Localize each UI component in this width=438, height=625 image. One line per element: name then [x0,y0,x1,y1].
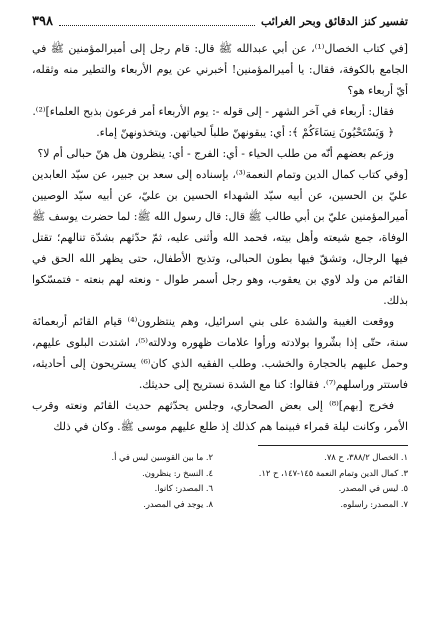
footnotes [32,450,408,512]
main-text [32,38,408,437]
page-number: ٣٩٨ [32,14,53,29]
paragraph: وزعم بعضهم أنّه من طلب الحياء - أي: الفرج - أي: ينظرون هل هنّ حبالى أم لا؟ [37,147,394,160]
paragraph: فقال: أربعاء في آخر الشهر - إلى قوله -: يوم الأربعاء أمر فرعون بذبح العلماء]⁽²⁾. [32,105,394,118]
footnote-separator [258,445,408,446]
page-header [32,14,408,30]
paragraph: [في كتاب الخصال⁽¹⁾، عن أبي عبدالله ﷺ قال: قام رجل إلى أميرالمؤمنين ﷺ في الجامع بالكوفة، فقال: يا أميرالمؤمنين! أخبرني عن يوم الأربعاء والتطير منه وثقله، أيّ أربعاء هو؟ [32,42,408,97]
footnote: ٦. المصدر: كانوا. [154,483,213,493]
footnote: ٣. كمال الدين وتمام النعمة ١٤٥-١٤٧، ح ١٢. [258,467,408,478]
footnote: ٢. ما بين القوسين ليس في أ. [111,452,213,462]
footnote: ٤. النسخ ر: ينظرون. [142,467,213,478]
footnote: ٧. المصدر: راسلوه. [340,498,408,509]
paragraph: فخرج [بهم]⁽⁸⁾ إلى بعض الصحاري، وجلس يحدّثهم حديث القائم ونعته وقرب الأمر، وكانت ليلة قمراء فبينما هم كذلك إذ طلع عليهم موسى ﷺ. وكان في ذلك [32,399,408,433]
paragraph: ووقعت الغيبة والشدة على بني اسرائيل، وهم ينتظرون⁽⁴⁾ قيام القائم أربعمائة سنة، حتّى إذا بشّروا بولادته ورأوا علامات ظهوره ودلالته⁽⁵⁾، اشتدت البلوى عليهم، وحمل عليهم بالحجارة والخشب. وطلب الفقيه الذي كان⁽⁶⁾ يستريحون إلى أحاديثه، فاستتر وراسلهم⁽⁷⁾. فقالوا: كنا مع الشدة نستريح إلى حديثك. [32,315,408,391]
footnote: ١. الخصال ٣٨٨/٢، ح ٧٨. [324,452,408,462]
footnote: ٨. يوجد في المصدر. [143,498,213,509]
header-dot-leader [59,25,255,26]
paragraph: [وفي كتاب كمال الدين وتمام النعمة⁽³⁾، بإسناده إلى سعد بن جبير، عن سيّد العابدين عليّ بن الحسين، عن أبيه سيّد الشهداء الحسين بن عليّ، عن أبيه سيّد الوصيين أميرالمؤمنين عليّ بن أبي طالب ﷺ قال: قال رسول الله ﷺ: لما حضرت يوسف ﷺ الوفاة، جمع شيعته وأهل بيته، فحمد الله وأثنى عليه، ثمّ حدّثهم بشدّة تنالهم؛ تقتل فيها الرجال، وتشقّ فيها بطون الحبالى، وتذبح الأطفال، حتى يظهر الله الحق في القائم من ولد لاوي بن يعقوب، وهو رجل أسمر طوال - ونعته لهم بنعته - فتمسّكوا بذلك. [32,168,409,307]
footnote: ٥. ليس في المصدر. [338,483,408,493]
running-title: تفسير كنز الدقائق وبحر الغرائب [260,15,408,28]
quran-verse-paragraph: ﴿ وَيَسْتَحْيُونَ نِسَاءَكُمْ ﴾: أي: يبقونهنّ طلباً لحياتهن. ويتخذونهنّ إماء. [96,126,394,139]
